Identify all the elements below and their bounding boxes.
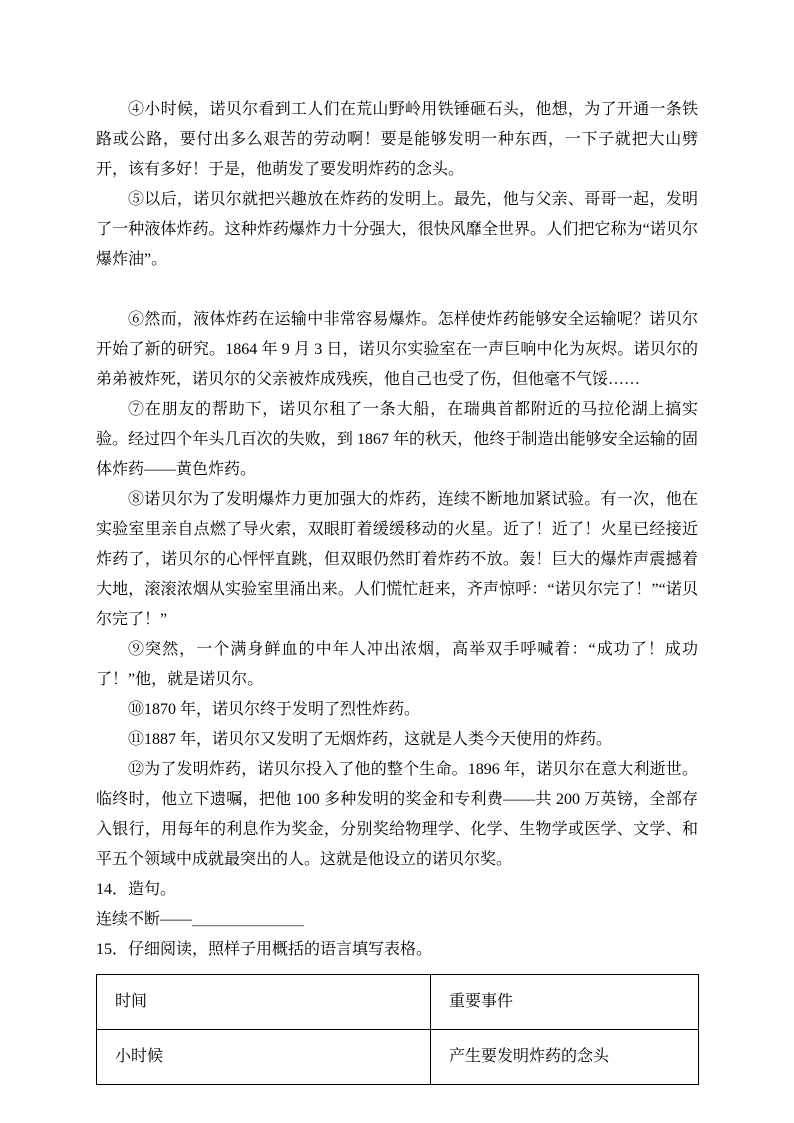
paragraph-9: ⑨突然，一个满身鲜血的中年人冲出浓烟，高举双手呼喊着：“成功了！成功了！”他，就是诺贝尔。	[96, 641, 698, 688]
paragraph-7: ⑦在朋友的帮助下，诺贝尔租了一条大船，在瑞典首都附近的马拉伦湖上搞实验。经过四个年头几百次的失败，到 1867 年的秋天，他终于制造出能够安全运输的固体炸药——黄色炸药。	[96, 401, 698, 478]
paragraph-10: ⑩1870 年，诺贝尔终于发明了烈性炸药。	[128, 701, 421, 718]
table-row	[97, 1030, 699, 1085]
question-14-label: 14．造句。	[96, 881, 177, 898]
question-14-answer-line	[96, 905, 698, 935]
table-header-time: 时间	[97, 975, 431, 1030]
table-cell-time: 小时候	[97, 1030, 431, 1085]
paragraph-4: ④小时候，诺贝尔看到工人们在荒山野岭用铁锤砸石头，他想，为了开通一条铁路或公路，要付出多么艰苦的劳动啊！要是能够发明一种东西，一下子就把大山劈开，该有多好！于是，他萌发了要发明炸药的念头。	[96, 101, 698, 178]
document-content	[96, 95, 698, 1085]
paragraph-5: ⑤以后，诺贝尔就把兴趣放在炸药的发明上。最先，他与父亲、哥哥一起，发明了一种液体炸药。这种炸药爆炸力十分强大，很快风靡全世界。人们把它称为“诺贝尔爆炸油”。	[96, 191, 698, 268]
question-15-label: 15．仔细阅读，照样子用概括的语言填写表格。	[96, 941, 433, 958]
table-header-event: 重要事件	[431, 975, 699, 1030]
table-header-row	[97, 975, 699, 1030]
paragraph-6: ⑥然而，液体炸药在运输中非常容易爆炸。怎样使炸药能够安全运输呢？诺贝尔开始了新的研究。1864 年 9 月 3 日，诺贝尔实验室在一声巨响中化为灰烬。诺贝尔的弟弟被炸死，诺贝尔的父亲被炸成残疾，他自己也受了伤，但他毫不气馁……	[96, 311, 698, 388]
answer-blank: ＿＿＿＿＿＿＿	[192, 911, 305, 928]
paragraph-11: ⑪1887 年，诺贝尔又发明了无烟炸药，这就是人类今天使用的炸药。	[128, 731, 613, 748]
paragraph-12: ⑫为了发明炸药，诺贝尔投入了他的整个生命。1896 年，诺贝尔在意大利逝世。临终时，他立下遗嘱，把他 100 多种发明的奖金和专利费——共 200 万英镑，全部存入银行，用每年的利息作为奖金，分别奖给物理学、化学、生物学或医学、文学、和平五个领域中成就最突出的人。这就是他设立的诺贝尔奖。	[96, 761, 698, 868]
question-14-prompt: 连续不断——	[96, 911, 193, 928]
paragraph-8: ⑧诺贝尔为了发明爆炸力更加强大的炸药，连续不断地加紧试验。有一次，他在实验室里亲自点燃了导火索，双眼盯着缓缓移动的火星。近了！近了！火星已经接近炸药了，诺贝尔的心怦怦直跳，但双眼仍然盯着炸药不放。轰！巨大的爆炸声震撼着大地，滚滚浓烟从实验室里涌出来。人们慌忙赶来，齐声惊呼：“诺贝尔完了！”“诺贝尔完了！”	[96, 491, 698, 628]
table-cell-event: 产生要发明炸药的念头	[431, 1030, 699, 1085]
events-table	[96, 974, 699, 1085]
